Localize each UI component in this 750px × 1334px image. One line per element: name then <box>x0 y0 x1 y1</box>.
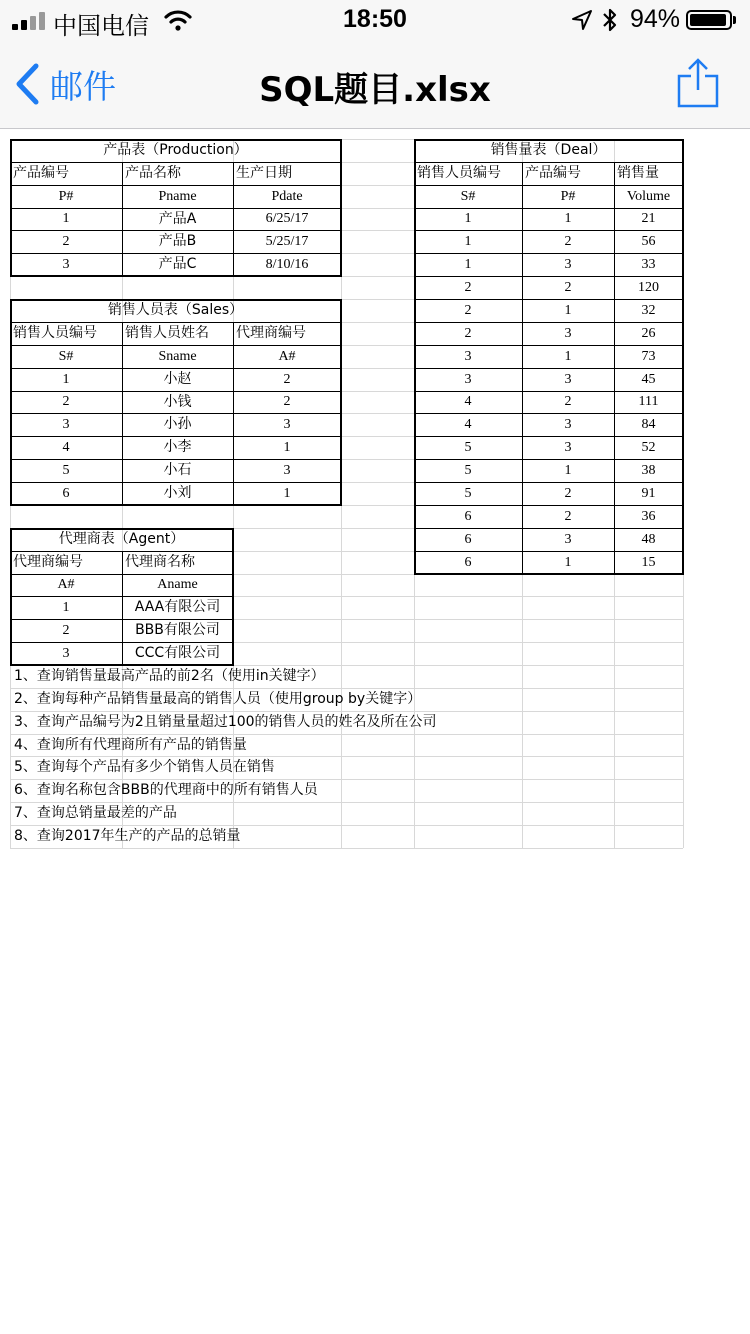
question-text[interactable]: 1、查询销售量最高产品的前2名（使用in关键字） <box>14 668 325 684</box>
table-cell[interactable]: 6 <box>464 532 472 547</box>
table-cell[interactable]: 小石 <box>163 462 192 478</box>
deal-table-title[interactable]: 销售量表（Deal） <box>490 142 607 158</box>
table-cell[interactable]: 5 <box>62 463 70 478</box>
table-cell[interactable]: 2 <box>564 509 572 524</box>
table-cell[interactable]: AAA有限公司 <box>134 599 221 615</box>
question-text[interactable]: 4、查询所有代理商所有产品的销售量 <box>14 737 247 753</box>
table-cell[interactable]: 15 <box>641 555 656 570</box>
question-text[interactable]: 7、查询总销量最差的产品 <box>14 805 177 821</box>
table-cell[interactable]: 小李 <box>163 439 192 455</box>
battery-icon <box>686 10 732 30</box>
carrier-name: 中国电信 <box>53 12 149 40</box>
table-cell[interactable]: 1 <box>62 211 70 226</box>
table-cell[interactable]: 3 <box>564 372 572 387</box>
back-button-label: 邮件 <box>50 66 116 106</box>
column-header[interactable]: 销售量 <box>617 165 659 181</box>
table-cell[interactable]: 2 <box>464 326 472 341</box>
table-cell[interactable]: 4 <box>464 417 472 432</box>
table-cell[interactable]: 3 <box>564 417 572 432</box>
column-header[interactable]: 生产日期 <box>236 165 292 181</box>
table-cell[interactable]: 小赵 <box>163 371 192 387</box>
table-cell[interactable]: 45 <box>641 372 656 387</box>
table-cell[interactable]: 2 <box>464 280 472 295</box>
question-text[interactable]: 6、查询名称包含BBB的代理商中的所有销售人员 <box>14 782 318 798</box>
spreadsheet[interactable] <box>0 129 750 1334</box>
table-cell[interactable]: 111 <box>638 394 659 409</box>
table-cell[interactable]: 1 <box>283 440 291 455</box>
table-cell[interactable]: 1 <box>564 555 572 570</box>
table-cell[interactable]: 1 <box>62 600 70 615</box>
table-cell[interactable]: 8/10/16 <box>265 257 309 272</box>
battery-percentage: 94% <box>630 5 681 33</box>
column-header[interactable]: 产品名称 <box>125 165 181 181</box>
share-icon[interactable] <box>676 58 720 108</box>
table-cell[interactable]: 36 <box>641 509 656 524</box>
column-code[interactable]: P# <box>58 189 74 204</box>
table-cell[interactable]: 120 <box>638 280 659 295</box>
table-cell[interactable]: 2 <box>62 234 70 249</box>
column-header[interactable]: 销售人员编号 <box>417 165 501 181</box>
column-code[interactable]: A# <box>278 349 296 364</box>
column-code[interactable]: Pdate <box>271 189 303 204</box>
table-cell[interactable]: 3 <box>464 349 472 364</box>
table-cell[interactable]: 2 <box>564 234 572 249</box>
table-cell[interactable]: 2 <box>564 486 572 501</box>
table-cell[interactable]: 6/25/17 <box>265 211 309 226</box>
page-title: SQL题目.xlsx <box>259 70 491 110</box>
column-code[interactable]: Pname <box>158 189 197 204</box>
table-cell[interactable]: 3 <box>62 257 70 272</box>
table-cell[interactable]: 21 <box>641 211 656 226</box>
status-bar <box>0 0 750 40</box>
table-cell[interactable]: 3 <box>464 372 472 387</box>
table-cell[interactable]: 1 <box>464 257 472 272</box>
agent-table-title[interactable]: 代理商表（Agent） <box>58 531 185 547</box>
back-button[interactable] <box>14 62 116 106</box>
table-cell[interactable]: 1 <box>464 211 472 226</box>
table-cell[interactable]: 1 <box>283 486 291 501</box>
table-cell[interactable]: 2 <box>62 394 70 409</box>
table-cell[interactable]: BBB有限公司 <box>135 622 220 638</box>
table-cell[interactable]: 产品C <box>158 256 197 272</box>
column-code[interactable]: Volume <box>626 189 671 204</box>
table-cell[interactable]: 38 <box>641 463 656 478</box>
column-header[interactable]: 代理商编号 <box>13 554 83 570</box>
table-cell[interactable]: 2 <box>62 623 70 638</box>
table-cell[interactable]: 1 <box>564 349 572 364</box>
table-cell[interactable]: 33 <box>641 257 656 272</box>
question-text[interactable]: 5、查询每个产品有多少个销售人员在销售 <box>14 759 275 775</box>
column-code[interactable]: Aname <box>157 577 198 592</box>
table-cell[interactable]: 小孙 <box>163 416 192 432</box>
table-cell[interactable]: CCC有限公司 <box>134 645 221 661</box>
production-table-title[interactable]: 产品表（Production） <box>103 142 248 158</box>
table-cell[interactable]: 2 <box>283 394 291 409</box>
table-cell[interactable]: 48 <box>641 532 656 547</box>
table-cell[interactable]: 5/25/17 <box>265 234 309 249</box>
table-cell[interactable]: 1 <box>564 463 572 478</box>
table-cell[interactable]: 1 <box>62 372 70 387</box>
column-code[interactable]: Sname <box>158 349 197 364</box>
table-cell[interactable]: 4 <box>62 440 70 455</box>
table-cell[interactable]: 1 <box>564 303 572 318</box>
table-cell[interactable]: 32 <box>641 303 656 318</box>
column-code[interactable]: S# <box>460 189 476 204</box>
table-cell[interactable]: 2 <box>464 303 472 318</box>
table-cell[interactable]: 1 <box>464 234 472 249</box>
column-code[interactable]: A# <box>57 577 75 592</box>
table-cell[interactable]: 2 <box>283 372 291 387</box>
question-text[interactable]: 2、查询每种产品销售量最高的销售人员（使用group by关键字） <box>14 691 422 707</box>
gridline-horizontal <box>10 848 683 849</box>
table-cell[interactable]: 3 <box>62 417 70 432</box>
table-cell[interactable]: 产品A <box>158 211 197 227</box>
question-text[interactable]: 3、查询产品编号为2且销量量超过100的销售人员的姓名及所在公司 <box>14 714 437 730</box>
table-cell[interactable]: 2 <box>564 394 572 409</box>
column-code[interactable]: P# <box>560 189 576 204</box>
table-cell[interactable]: 52 <box>641 440 656 455</box>
table-cell[interactable]: 6 <box>464 555 472 570</box>
table-cell[interactable]: 56 <box>641 234 656 249</box>
column-header[interactable]: 产品编号 <box>525 165 581 181</box>
clock: 18:50 <box>343 5 407 33</box>
chevron-left-icon <box>14 62 40 106</box>
column-code[interactable]: S# <box>58 349 74 364</box>
table-cell[interactable]: 产品B <box>158 233 197 249</box>
navigation-bar <box>0 40 750 129</box>
table-cell[interactable]: 3 <box>283 417 291 432</box>
table-cell[interactable]: 5 <box>464 463 472 478</box>
column-header[interactable]: 代理商编号 <box>236 325 306 341</box>
table-cell[interactable]: 3 <box>283 463 291 478</box>
table-cell[interactable]: 73 <box>641 349 656 364</box>
location-arrow-icon <box>571 9 593 31</box>
table-cell[interactable]: 3 <box>564 440 572 455</box>
question-text[interactable]: 8、查询2017年生产的产品的总销量 <box>14 828 241 844</box>
column-header[interactable]: 销售人员姓名 <box>125 325 209 341</box>
table-cell[interactable]: 84 <box>641 417 656 432</box>
table-cell[interactable]: 1 <box>564 211 572 226</box>
table-cell[interactable]: 6 <box>464 509 472 524</box>
table-cell[interactable]: 4 <box>464 394 472 409</box>
table-cell[interactable]: 3 <box>564 257 572 272</box>
column-header[interactable]: 代理商名称 <box>125 554 195 570</box>
table-cell[interactable]: 3 <box>564 326 572 341</box>
table-cell[interactable]: 3 <box>62 646 70 661</box>
bluetooth-icon <box>602 7 618 33</box>
table-cell[interactable]: 5 <box>464 440 472 455</box>
table-cell[interactable]: 2 <box>564 280 572 295</box>
column-header[interactable]: 销售人员编号 <box>13 325 97 341</box>
battery-tip <box>733 16 736 24</box>
table-cell[interactable]: 6 <box>62 486 70 501</box>
table-cell[interactable]: 小钱 <box>163 394 192 410</box>
table-cell[interactable]: 26 <box>641 326 656 341</box>
table-cell[interactable]: 3 <box>564 532 572 547</box>
sales-table-title[interactable]: 销售人员表（Sales） <box>107 302 244 318</box>
column-header[interactable]: 产品编号 <box>13 165 69 181</box>
table-cell[interactable]: 小刘 <box>163 485 192 501</box>
table-cell[interactable]: 5 <box>464 486 472 501</box>
table-cell[interactable]: 91 <box>641 486 656 501</box>
